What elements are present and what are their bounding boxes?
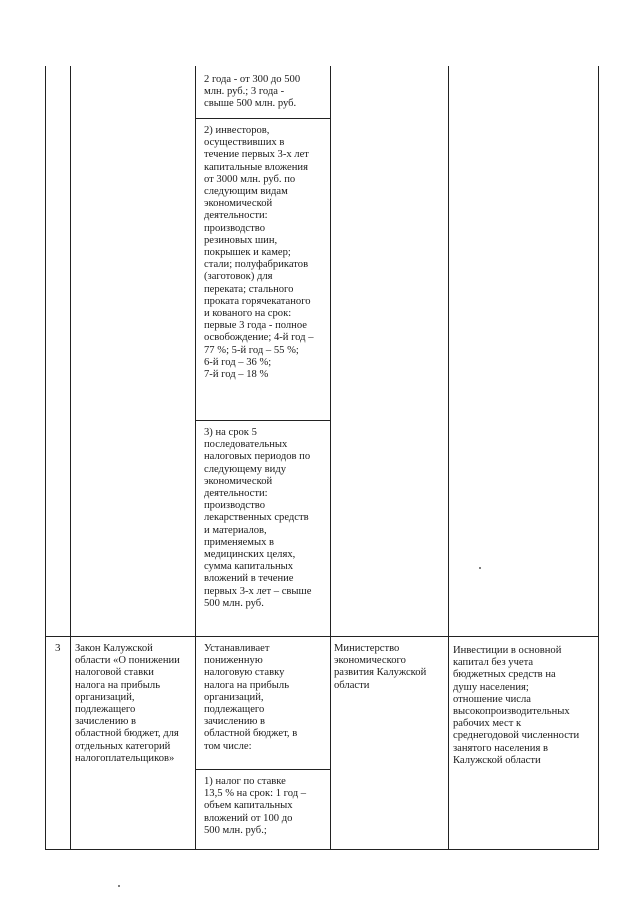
benefit-text: Устанавливает пониженную налоговую ставку налога на прибыль организаций, подлежащего зачислению в областной бюджет, в том числе: — [204, 643, 298, 752]
benefit-subrow-divider — [195, 769, 331, 770]
scan-speck — [479, 567, 481, 569]
responsible-ministry: Министерство экономического развития Калужской области — [334, 643, 427, 691]
row-divider — [45, 636, 599, 637]
column-divider-number — [70, 66, 71, 850]
column-divider-benefit — [330, 66, 331, 850]
target-indicators: Инвестиции в основной капитал без учета бюджетных средств на душу населения; отношение числа высокопроизводительных рабочих мест к среднегодовой численности занятого населения в Калужской области — [453, 645, 580, 766]
benefit-text: 3) на срок 5 последовательных налоговых периодов по следующему виду экономической деятельности: производство лекарственных средств и материалов, применяемых в медицинских целях, сумма капитальных вложений в течение первых 3-х лет – свыше 500 млн. руб. — [204, 427, 312, 609]
benefit-text: 2) инвесторов, осуществивших в течение первых 3-х лет капитальные вложения от 3000 млн. руб. по следующим видам экономической деятельности: производство резиновых шин, покрышек и камер; стали; полуфабрикатов (заготовок) для перекатa; стального проката горячекатаного и кованого на срок: первые 3 года - полное освобождение; 4-й год – 77 %; 5-й год – 55 %; 6-й год – 36 %; 7-й год – 18 % — [204, 125, 314, 381]
column-divider-ministry — [448, 66, 449, 850]
benefit-subrow-divider — [195, 420, 331, 421]
table-bottom-border — [45, 849, 599, 850]
benefit-text: 1) налог по ставке 13,5 % на срок: 1 год – объем капитальных вложений от 100 до 500 млн. руб.; — [204, 776, 307, 836]
scan-speck — [118, 885, 120, 887]
table-right-border — [598, 66, 599, 850]
benefit-text: 2 года - от 300 до 500 млн. руб.; 3 года - свыше 500 млн. руб. — [204, 74, 301, 110]
row-number: 3 — [55, 642, 61, 654]
table-left-border — [45, 66, 46, 850]
column-divider-law — [195, 66, 196, 850]
benefit-subrow-divider — [195, 118, 331, 119]
law-name: Закон Калужской области «О понижении налоговой ставки налога на прибыль организаций, подлежащего зачислению в областной бюджет, для отдельных категорий налогоплательщиков» — [75, 643, 180, 764]
